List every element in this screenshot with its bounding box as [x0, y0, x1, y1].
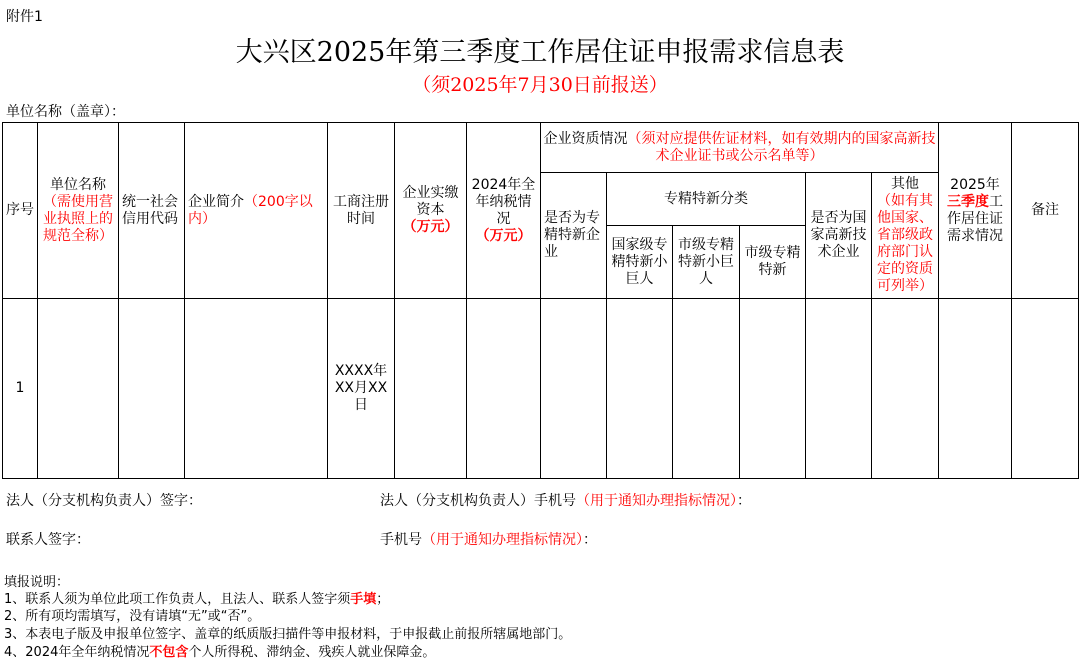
header-demand: 2025年 三季度工作居住证需求情况	[947, 176, 1003, 244]
header-high-tech: 是否为国家高新技术企业	[810, 210, 867, 260]
header-capital: 企业实缴资本 （万元）	[402, 185, 459, 235]
header-spec-category: 专精特新分类	[664, 190, 748, 207]
contact-phone-label: 手机号（用于通知办理指标情况）：	[380, 532, 597, 548]
row-seq-cell[interactable]: 1	[15, 380, 25, 396]
header-intro: 企业简介（200字以内）	[188, 193, 313, 227]
row-unit-name-cell[interactable]	[38, 299, 118, 478]
page-title: 大兴区2025年第三季度工作居住证申报需求信息表	[235, 37, 845, 68]
attachment-label: 附件1	[6, 9, 43, 25]
header-national-giant: 国家级专精特新小巨人	[611, 236, 668, 287]
note-1: 1、联系人须为单位此项工作负责人，且法人、联系人签字须手填；	[4, 592, 390, 607]
row-city-giant-cell[interactable]	[673, 299, 739, 478]
header-tax: 2024年全年纳税情况 （万元）	[471, 176, 536, 244]
row-capital-cell[interactable]	[395, 299, 466, 478]
header-qualification: 企业资质情况（须对应提供佐证材料，如有效期内的国家高新技术企业证书或公示名单等）	[543, 130, 936, 164]
header-city-giant: 市级专精特新小巨人	[678, 236, 734, 287]
row-credit-code-cell[interactable]	[119, 299, 184, 478]
row-reg-time-cell[interactable]: XXXX年XX月XX日	[334, 363, 388, 413]
note-4: 4、2024年全年纳税情况不包含个人所得税、滞纳金、残疾人就业保障金。	[4, 645, 436, 660]
row-city-spec-cell[interactable]	[740, 299, 805, 478]
legal-phone-label: 法人（分支机构负责人）手机号（用于通知办理指标情况）：	[380, 493, 751, 509]
header-city-spec: 市级专精特新	[744, 245, 801, 278]
header-is-specialized: 是否为专精特新企业	[544, 210, 600, 260]
note-2: 2、所有项均需填写，没有请填“无”或“否”。	[4, 609, 261, 624]
unit-name-label: 单位名称（盖章）：	[6, 104, 125, 120]
note-3: 3、本表电子版及申报单位签字、盖章的纸质版扫描件等申报材料，于申报截止前报所辖属地部门。	[4, 627, 572, 642]
row-other-cell[interactable]	[872, 299, 938, 478]
row-national-giant-cell[interactable]	[607, 299, 672, 478]
header-remark: 备注	[1031, 202, 1059, 218]
contact-sign-label: 联系人签字：	[6, 532, 90, 548]
row-high-tech-cell[interactable]	[806, 299, 871, 478]
header-reg-time: 工商注册时间	[333, 193, 389, 227]
legal-sign-label: 法人（分支机构负责人）签字：	[6, 493, 202, 509]
row-is-specialized-cell[interactable]	[541, 299, 606, 478]
row-demand-cell[interactable]	[939, 299, 1011, 478]
notes-heading: 填报说明：	[4, 575, 70, 590]
header-credit-code: 统一社会信用代码	[122, 193, 178, 227]
header-unit-name: 单位名称 （需使用营业执照上的规范全称）	[43, 176, 113, 244]
header-seq: 序号	[6, 202, 34, 218]
header-other: 其他 （如有其他国家、省部级政府部门认定的资质可列举）	[877, 176, 933, 294]
row-tax-cell[interactable]	[467, 299, 540, 478]
row-remark-cell[interactable]	[1012, 299, 1078, 478]
row-intro-cell[interactable]	[185, 299, 327, 478]
page-subtitle: （须2025年7月30日前报送）	[412, 74, 668, 96]
